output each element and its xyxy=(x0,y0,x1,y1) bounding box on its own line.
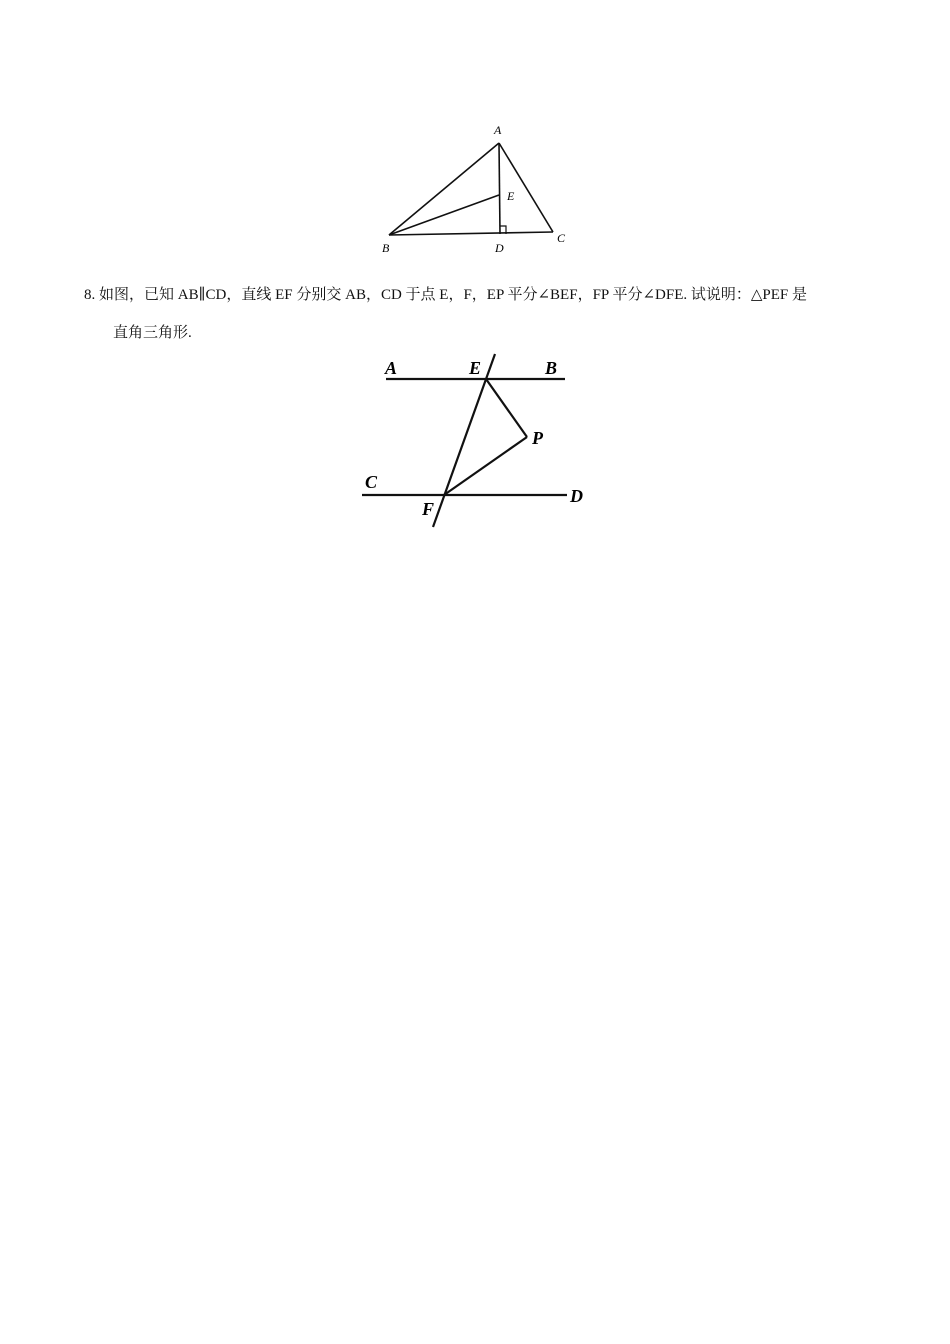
side-ab xyxy=(389,143,499,235)
label-b: B xyxy=(545,358,558,378)
bisector-fp xyxy=(444,437,527,495)
label-a: A xyxy=(494,123,502,137)
side-ac xyxy=(499,143,553,232)
label-c: C xyxy=(557,231,566,245)
label-p: P xyxy=(532,428,543,448)
triangle-figure xyxy=(375,118,575,263)
problem-text-line2: 直角三角形. xyxy=(113,325,192,341)
label-c: C xyxy=(365,472,378,492)
label-f: F xyxy=(422,499,435,519)
side-bc xyxy=(389,232,553,235)
altitude-ad xyxy=(499,143,500,234)
parallel-lines-figure xyxy=(355,352,595,532)
label-e: E xyxy=(507,189,515,203)
bisector-ep xyxy=(486,379,527,437)
label-e: E xyxy=(469,358,482,378)
problem-number: 8. xyxy=(84,287,96,303)
label-a: A xyxy=(385,358,398,378)
problem-text-line1: 如图，已知 AB∥CD，直线 EF 分别交 AB，CD 于点 E，F，EP 平分∠BEF，FP 平分∠DFE. 试说明：△PEF 是 xyxy=(99,287,807,303)
problem-8 xyxy=(84,284,884,341)
label-d: D xyxy=(570,486,583,506)
segment-be xyxy=(389,195,499,235)
label-d: D xyxy=(495,241,504,255)
label-b: B xyxy=(382,241,390,255)
